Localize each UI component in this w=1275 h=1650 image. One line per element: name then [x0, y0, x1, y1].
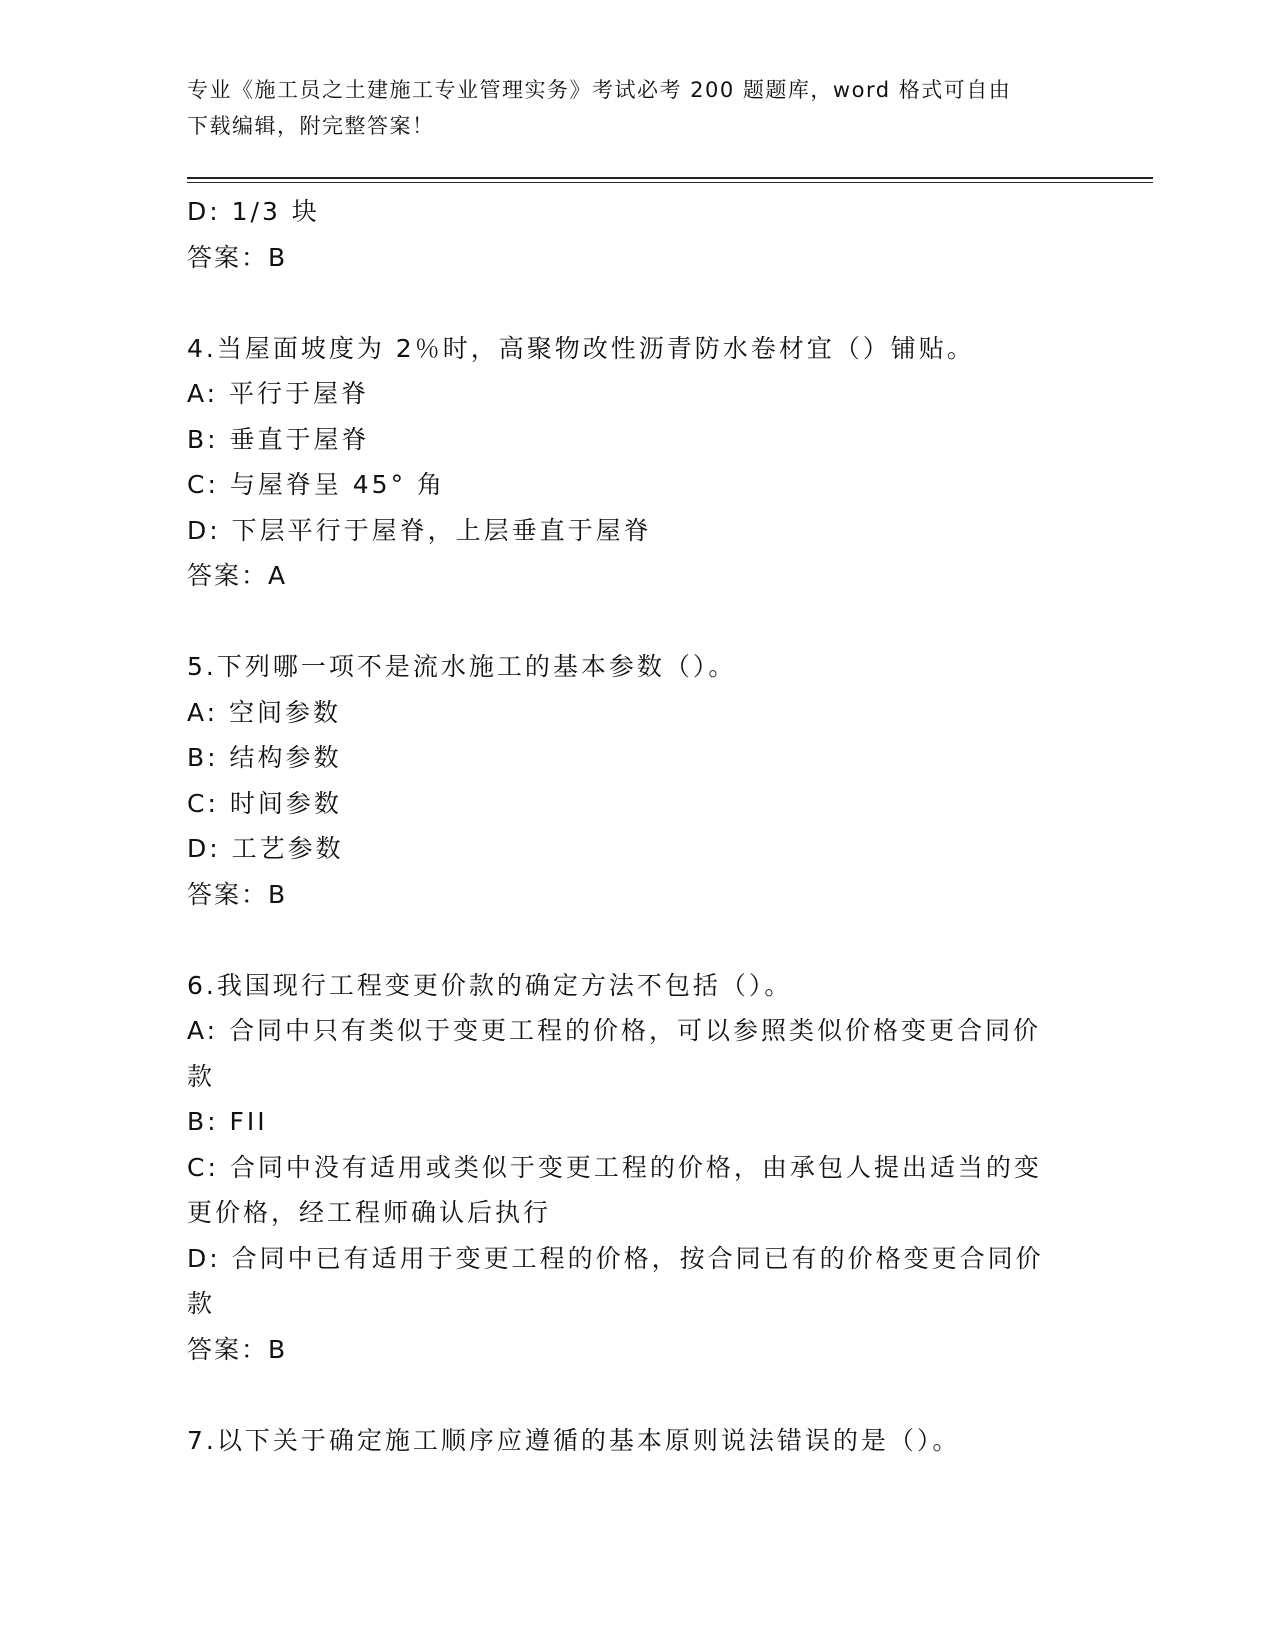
prev-option-d: D: 1/3 块	[187, 197, 320, 226]
header-divider-thick	[187, 177, 1153, 179]
q6-option-a-line-2: 款	[187, 1061, 216, 1091]
q6-option-a-line-1: A: 合同中只有类似于变更工程的价格，可以参照类似价格变更合同价	[187, 1016, 1042, 1045]
header-divider-thin	[187, 182, 1153, 183]
q5-stem: 5.下列哪一项不是流水施工的基本参数（）。	[187, 652, 737, 681]
spacer	[187, 917, 1077, 963]
spacer	[187, 1372, 1077, 1418]
q4-option-a: A: 平行于屋脊	[187, 379, 370, 408]
q5-option-a: A: 空间参数	[187, 697, 342, 727]
q5-option-c: C: 时间参数	[187, 788, 342, 818]
q5-option-d: D: 工艺参数	[187, 834, 344, 863]
header-line-2: 下载编辑，附完整答案！	[187, 114, 435, 138]
q6-option-d-line-2: 款	[187, 1289, 216, 1318]
q6-option-d-line-1: D: 合同中已有适用于变更工程的价格，按合同已有的价格变更合同价	[187, 1243, 1044, 1273]
q6-option-c-line-2: 更价格，经工程师确认后执行	[187, 1198, 552, 1227]
page-header	[187, 72, 1067, 144]
q7-stem: 7.以下关于确定施工顺序应遵循的基本原则说法错误的是（）。	[187, 1425, 961, 1455]
q6-answer: 答案：B	[187, 1334, 288, 1364]
question-list	[187, 189, 1077, 1463]
q4-option-d: D: 下层平行于屋脊，上层垂直于屋脊	[187, 515, 652, 545]
q4-option-c: C: 与屋脊呈 45° 角	[187, 470, 446, 499]
header-line-1: 专业《施工员之土建施工专业管理实务》考试必考 200 题题库，word 格式可自由	[187, 78, 1012, 102]
q6-option-c-line-1: C: 合同中没有适用或类似于变更工程的价格，由承包人提出适当的变	[187, 1152, 1042, 1182]
prev-answer: 答案：B	[187, 242, 288, 272]
q5-option-b: B: 结构参数	[187, 743, 342, 772]
q6-stem: 6.我国现行工程变更价款的确定方法不包括（）。	[187, 970, 793, 1000]
spacer	[187, 599, 1077, 645]
q4-answer: 答案：A	[187, 561, 288, 590]
q4-stem: 4.当屋面坡度为 2％时，高聚物改性沥青防水卷材宜（）铺贴。	[187, 333, 975, 363]
q6-option-b: B: FII	[187, 1107, 268, 1136]
q5-answer: 答案：B	[187, 879, 288, 909]
spacer	[187, 280, 1077, 326]
q4-option-b: B: 垂直于屋脊	[187, 424, 370, 454]
